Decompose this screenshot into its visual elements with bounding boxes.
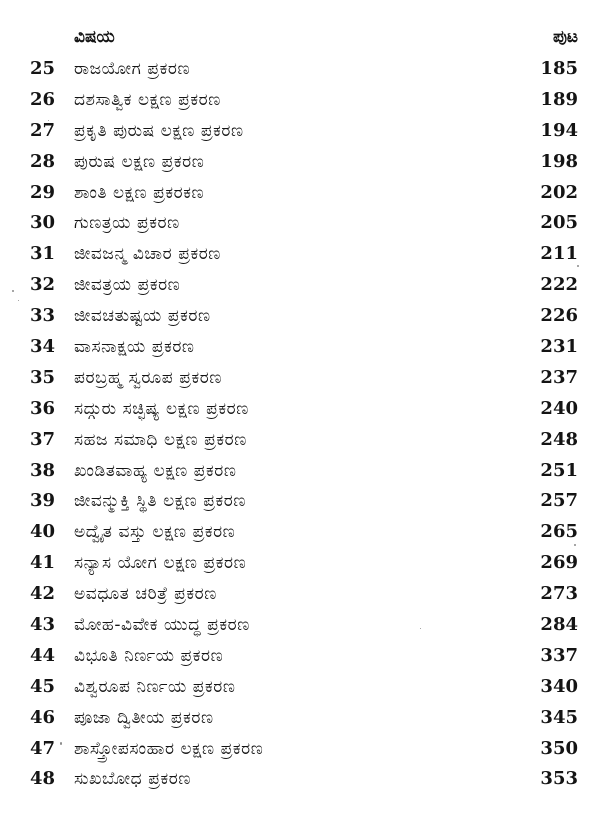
chapter-number: 39: [30, 490, 56, 512]
chapter-title: ಪುರುಷ ಲಕ್ಷಣ ಪ್ರಕರಣ: [74, 151, 205, 172]
toc-row: [0, 456, 600, 487]
toc-row: [0, 54, 600, 85]
chapter-title: ಅವಧೂತ ಚರಿತ್ರೆ ಪ್ರಕರಣ: [74, 584, 217, 605]
chapter-number: 34: [30, 336, 56, 358]
chapter-number: 42: [30, 583, 56, 605]
chapter-page-number: 350: [540, 737, 578, 759]
toc-row: [0, 703, 600, 734]
chapter-number: 43: [30, 614, 56, 636]
chapter-page-number: 202: [540, 181, 578, 203]
chapter-page-number: 222: [540, 274, 578, 296]
toc-row: [0, 394, 600, 425]
chapter-number: 47: [30, 737, 56, 759]
chapter-number: 32: [30, 274, 56, 296]
chapter-number: 25: [30, 58, 56, 79]
chapter-title: ಸನ್ಯಾಸ ಯೋಗ ಲಕ್ಷಣ ಪ್ರಕರಣ: [74, 553, 247, 574]
chapter-page-number: 189: [540, 88, 578, 110]
chapter-number: 29: [30, 181, 56, 203]
toc-row: [0, 764, 600, 795]
chapter-number: 30: [30, 212, 56, 234]
subject-column-heading: ವಿಷಯ: [74, 27, 115, 47]
chapter-number: 27: [30, 119, 56, 141]
chapter-page-number: 340: [540, 675, 578, 697]
chapter-title: ಜೀವಜನ್ಮ ವಿಚಾರ ಪ್ರಕರಣ: [74, 244, 221, 265]
chapter-page-number: 185: [540, 58, 578, 79]
toc-row: [0, 332, 600, 363]
chapter-title: ಗುಣತ್ರಯ ಪ್ರಕರಣ: [74, 213, 180, 234]
toc-row: [0, 239, 600, 270]
chapter-page-number: 211: [540, 243, 578, 265]
chapter-title: ವಿಭೂತಿ ನಿರ್ಣಯ ಪ್ರಕರಣ: [74, 645, 224, 666]
chapter-number: 37: [30, 428, 56, 450]
chapter-title: ಸುಖಬೋಧ ಪ್ರಕರಣ: [74, 769, 191, 790]
chapter-number: 48: [30, 768, 56, 790]
toc-row: [0, 301, 600, 332]
toc-row: [0, 548, 600, 579]
chapter-number: 31: [30, 243, 56, 265]
chapter-title: ವಾಸನಾಕ್ಷಯ ಪ್ರಕರಣ: [74, 337, 195, 358]
table-of-contents: [0, 54, 600, 795]
chapter-title: ಸಹಜ ಸಮಾಧಿ ಲಕ್ಷಣ ಪ್ರಕರಣ: [74, 429, 247, 450]
chapter-title: ಪ್ರಕೃತಿ ಪುರುಷ ಲಕ್ಷಣ ಪ್ರಕರಣ: [74, 120, 244, 141]
chapter-page-number: 240: [540, 397, 578, 419]
chapter-number: 38: [30, 459, 56, 481]
toc-row: [0, 672, 600, 703]
chapter-title: ಖಂಡಿತವಾಹ್ಯ ಲಕ್ಷಣ ಪ್ರಕರಣ: [74, 460, 237, 481]
chapter-number: 28: [30, 150, 56, 172]
toc-row: [0, 178, 600, 209]
toc-row: [0, 641, 600, 672]
chapter-page-number: 251: [540, 459, 578, 481]
chapter-page-number: 265: [540, 521, 578, 543]
chapter-number: 35: [30, 366, 56, 388]
toc-row: [0, 579, 600, 610]
toc-row: [0, 147, 600, 178]
toc-row: [0, 610, 600, 641]
chapter-number: 44: [30, 644, 56, 666]
chapter-page-number: 198: [540, 150, 578, 172]
toc-row: [0, 85, 600, 116]
toc-row: [0, 517, 600, 548]
chapter-page-number: 248: [540, 428, 578, 450]
chapter-page-number: 284: [540, 614, 578, 636]
chapter-title: ಶಾಸ್ತ್ರೋಪಸಂಹಾರ ಲಕ್ಷಣ ಪ್ರಕರಣ: [74, 738, 264, 759]
toc-row: [0, 208, 600, 239]
chapter-title: ಸದ್ಗುರು ಸಚ್ಛಿಷ್ಯ ಲಕ್ಷಣ ಪ್ರಕರಣ: [74, 398, 249, 419]
toc-row: [0, 116, 600, 147]
toc-row: [0, 486, 600, 517]
chapter-number: 26: [30, 88, 56, 110]
toc-row: [0, 425, 600, 456]
chapter-title: ಜೀವತ್ರಯ ಪ್ರಕರಣ: [74, 275, 181, 296]
chapter-page-number: 226: [540, 305, 578, 327]
chapter-page-number: 337: [540, 644, 578, 666]
page-column-heading: ಪುಟ: [553, 27, 578, 47]
chapter-title: ರಾಜಯೋಗ ಪ್ರಕರಣ: [74, 59, 191, 79]
chapter-title: ದಶಸಾತ್ವಿಕ ಲಕ್ಷಣ ಪ್ರಕರಣ: [74, 89, 221, 110]
chapter-title: ಅದ್ವೈತ ವಸ್ತು ಲಕ್ಷಣ ಪ್ರಕರಣ: [74, 522, 236, 543]
chapter-number: 41: [30, 552, 56, 574]
chapter-page-number: 231: [540, 336, 578, 358]
chapter-title: ವಿಶ್ವರೂಪ ನಿರ್ಣಯ ಪ್ರಕರಣ: [74, 676, 236, 697]
chapter-number: 36: [30, 397, 56, 419]
chapter-title: ಮೋಹ-ವಿವೇಕ ಯುದ್ಧ ಪ್ರಕರಣ: [74, 615, 250, 636]
chapter-page-number: 345: [540, 706, 578, 728]
chapter-number: 45: [30, 675, 56, 697]
toc-row: [0, 270, 600, 301]
chapter-page-number: 269: [540, 552, 578, 574]
chapter-page-number: 353: [540, 768, 578, 790]
chapter-number: 33: [30, 305, 56, 327]
contents-header: [0, 22, 600, 52]
chapter-title: ಪೂಜಾ ದ್ವಿತೀಯ ಪ್ರಕರಣ: [74, 707, 214, 728]
chapter-title: ಜೀವಚತುಷ್ಟಯ ಪ್ರಕರಣ: [74, 306, 211, 327]
toc-row: [0, 734, 600, 765]
chapter-page-number: 237: [540, 366, 578, 388]
chapter-page-number: 194: [540, 119, 578, 141]
chapter-title: ಜೀವನ್ಮುಕ್ತಿ ಸ್ಥಿತಿ ಲಕ್ಷಣ ಪ್ರಕರಣ: [74, 491, 246, 512]
toc-row: [0, 363, 600, 394]
chapter-page-number: 205: [540, 212, 578, 234]
chapter-page-number: 273: [540, 583, 578, 605]
chapter-title: ಪರಬ್ರಹ್ಮ ಸ್ವರೂಪ ಪ್ರಕರಣ: [74, 367, 222, 388]
chapter-number: 46: [30, 706, 56, 728]
chapter-page-number: 257: [540, 490, 578, 512]
chapter-number: 40: [30, 521, 56, 543]
chapter-title: ಶಾಂತಿ ಲಕ್ಷಣ ಪ್ರಕರಕಣ: [74, 182, 205, 203]
